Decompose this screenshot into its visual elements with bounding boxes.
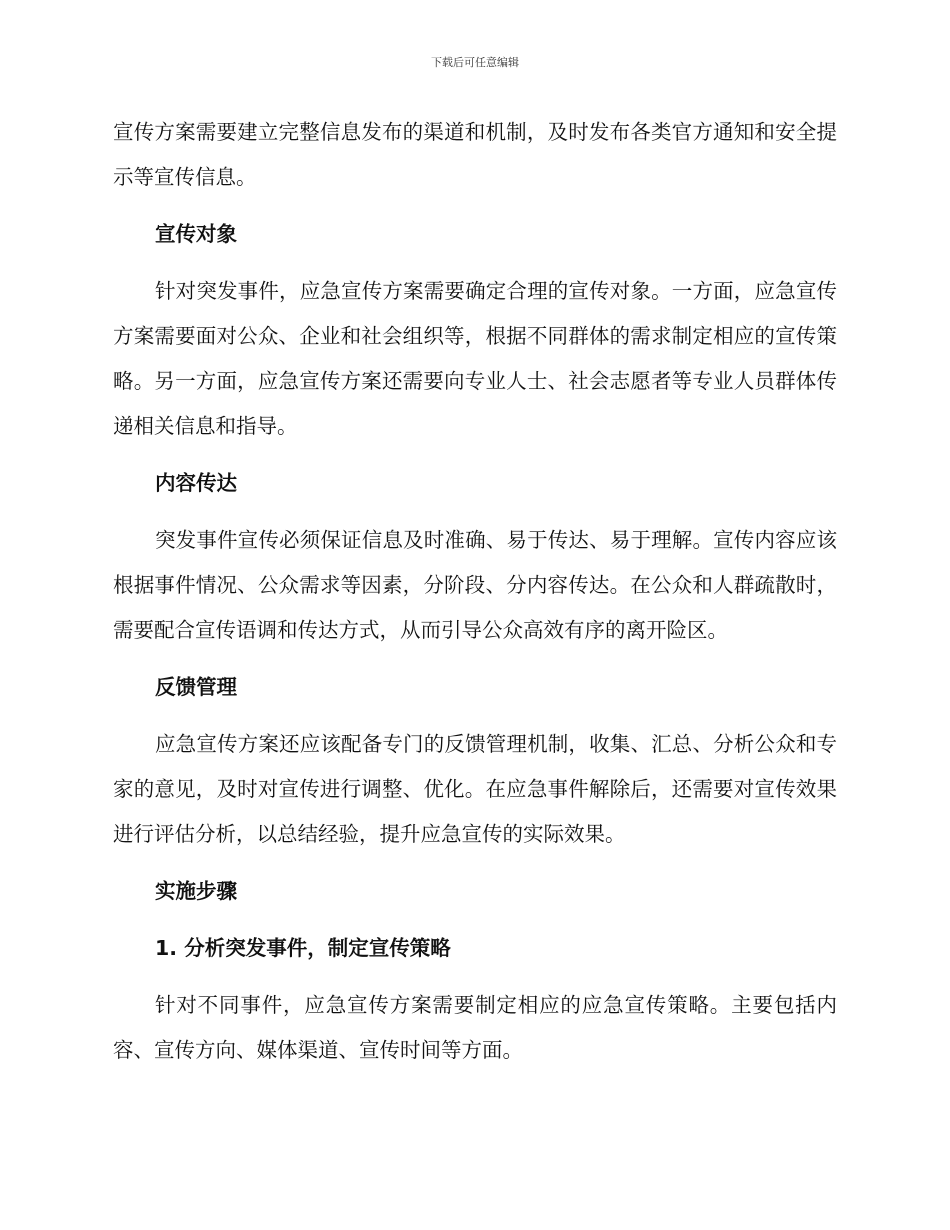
- section-heading-steps: 实施步骤: [155, 879, 237, 903]
- document-body: [113, 110, 837, 1085]
- section-heading-feedback: 反馈管理: [155, 675, 237, 699]
- section-heading-audience: 宣传对象: [155, 222, 237, 246]
- page-header: 下载后可任意编辑: [431, 56, 519, 69]
- paragraph-step-1: 针对不同事件，应急宣传方案需要制定相应的应急宣传策略。主要包括内容、宣传方向、媒体渠道、宣传时间等方面。: [113, 993, 837, 1062]
- paragraph-feedback: 应急宣传方案还应该配备专门的反馈管理机制，收集、汇总、分析公众和专家的意见，及时对宣传进行调整、优化。在应急事件解除后，还需要对宣传效果进行评估分析，以总结经验，提升应急宣传的实际效果。: [113, 732, 837, 846]
- paragraph-intro: 宣传方案需要建立完整信息发布的渠道和机制，及时发布各类官方通知和安全提示等宣传信息。: [113, 120, 837, 189]
- section-heading-content: 内容传达: [155, 471, 237, 495]
- paragraph-audience: 针对突发事件，应急宣传方案需要确定合理的宣传对象。一方面，应急宣传方案需要面对公众、企业和社会组织等，根据不同群体的需求制定相应的宣传策略。另一方面，应急宣传方案还需要向专业人士、社会志愿者等专业人员群体传递相关信息和指导。: [113, 279, 837, 438]
- step-heading-1: 1. 分析突发事件，制定宣传策略: [155, 936, 451, 960]
- paragraph-content: 突发事件宣传必须保证信息及时准确、易于传达、易于理解。宣传内容应该根据事件情况、公众需求等因素，分阶段、分内容传达。在公众和人群疏散时，需要配合宣传语调和传达方式，从而引导公众高效有序的离开险区。: [113, 528, 837, 642]
